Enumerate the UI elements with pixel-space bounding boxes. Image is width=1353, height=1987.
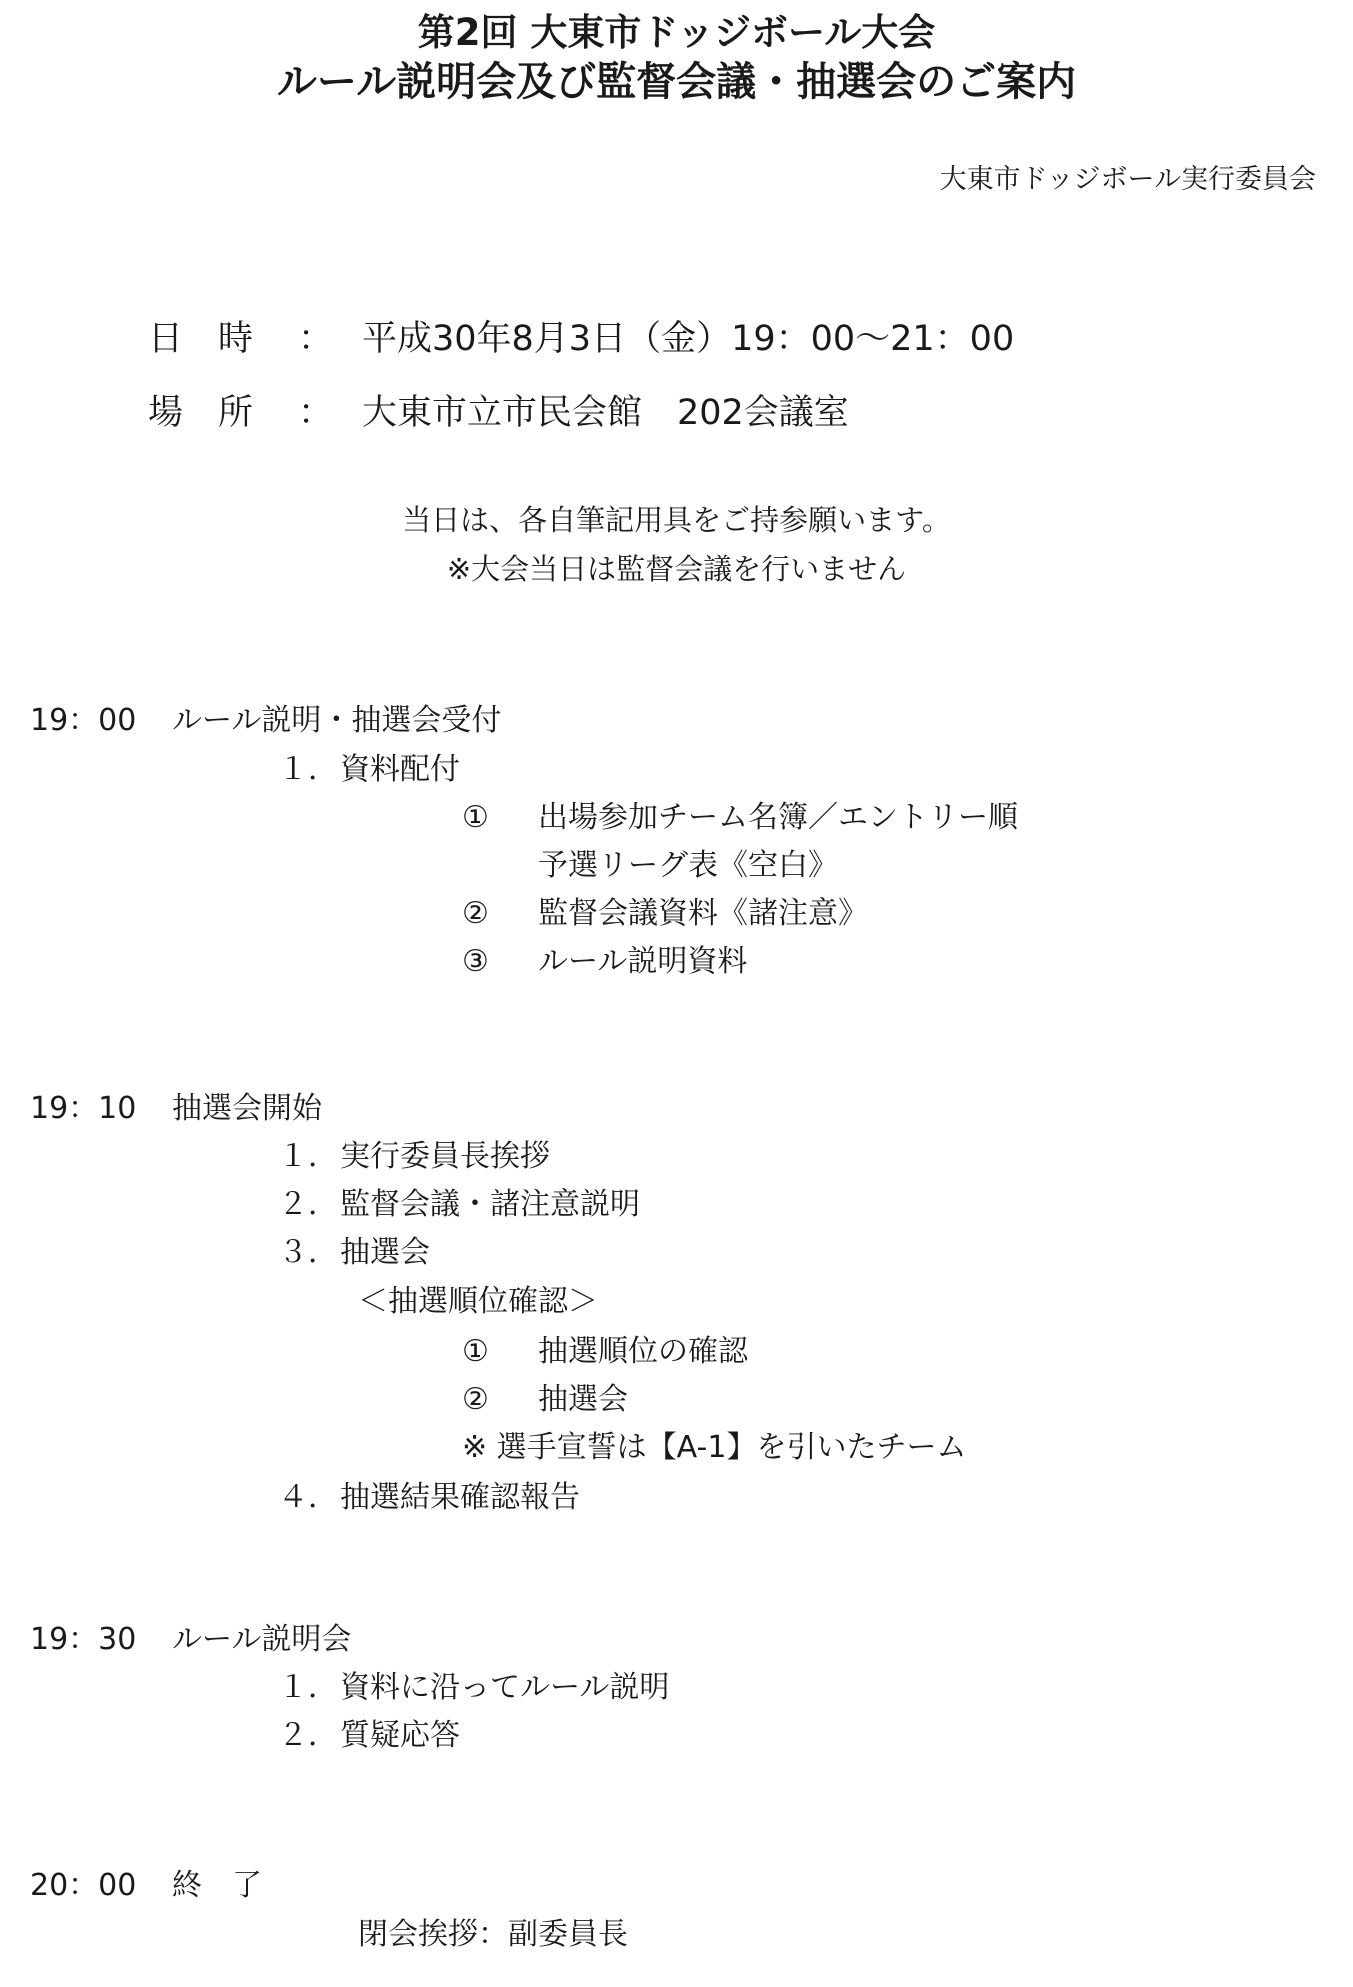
schedule-time-1910: 19：10 (30, 1091, 137, 1126)
list-item-number: ３． (278, 1235, 338, 1270)
list-item-number: ２． (278, 1187, 338, 1222)
sub-item-number: ② (462, 1382, 489, 1417)
list-item-number: ４． (278, 1480, 338, 1515)
notice-line2: ※大会当日は監督会議を行いません (446, 552, 907, 586)
sub-item-number: ① (462, 1334, 489, 1369)
page-title-line2: ルール説明会及び監督会議・抽選会のご案内 (276, 59, 1077, 105)
list-item: 資料配付 (340, 752, 460, 787)
sub-item: 予選リーグ表《空白》 (538, 848, 838, 883)
sub-item-number: ③ (462, 944, 489, 979)
place-value: 大東市立市民会館 202会議室 (362, 393, 849, 433)
sub-item: 抽選順位の確認 (538, 1334, 748, 1369)
schedule-title-lottery: 抽選会開始 (172, 1091, 322, 1126)
place-label: 場 所 (148, 393, 254, 433)
list-item-number: １． (278, 752, 338, 787)
sub-item: ルール説明資料 (538, 944, 748, 979)
list-item-number: １． (278, 1139, 338, 1174)
sub-item: 出場参加チーム名簿／エントリー順 (538, 800, 1018, 835)
list-item: 実行委員長挨拶 (340, 1139, 550, 1174)
place-colon: ： (298, 393, 334, 433)
notice-line1: 当日は、各自筆記用具をご持参願います。 (402, 503, 951, 537)
organizer-name: 大東市ドッジボール実行委員会 (939, 164, 1316, 195)
sub-item-number: ② (462, 896, 489, 931)
schedule-time-1900: 19：00 (30, 703, 137, 738)
closing-remarks: 閉会挨拶：副委員長 (358, 1917, 628, 1952)
date-value: 平成30年8月3日（金）19：00～21：00 (362, 319, 1015, 359)
list-item: 監督会議・諸注意説明 (340, 1187, 640, 1222)
list-item-number: ２． (278, 1718, 338, 1753)
list-item-number: １． (278, 1670, 338, 1705)
schedule-title-reception: ルール説明・抽選会受付 (172, 703, 502, 738)
schedule-title-rules: ルール説明会 (172, 1622, 352, 1657)
date-label: 日 時 (148, 319, 254, 359)
list-item: 抽選結果確認報告 (340, 1480, 580, 1515)
schedule-time-2000: 20：00 (30, 1868, 137, 1903)
schedule-time-1930: 19：30 (30, 1622, 137, 1657)
date-colon: ： (298, 319, 334, 359)
list-item: 抽選会 (340, 1235, 430, 1270)
lottery-order-heading: ＜抽選順位確認＞ (358, 1284, 598, 1319)
sub-item: 抽選会 (538, 1382, 628, 1417)
sub-item-number: ① (462, 800, 489, 835)
oath-note: ※ 選手宣誓は【A-1】を引いたチーム (462, 1430, 967, 1465)
list-item: 質疑応答 (340, 1718, 460, 1753)
list-item: 資料に沿ってルール説明 (340, 1670, 670, 1705)
page-title-line1: 第2回 大東市ドッジボール大会 (417, 11, 936, 54)
sub-item: 監督会議資料《諸注意》 (538, 896, 868, 931)
schedule-title-end: 終 了 (172, 1868, 262, 1903)
